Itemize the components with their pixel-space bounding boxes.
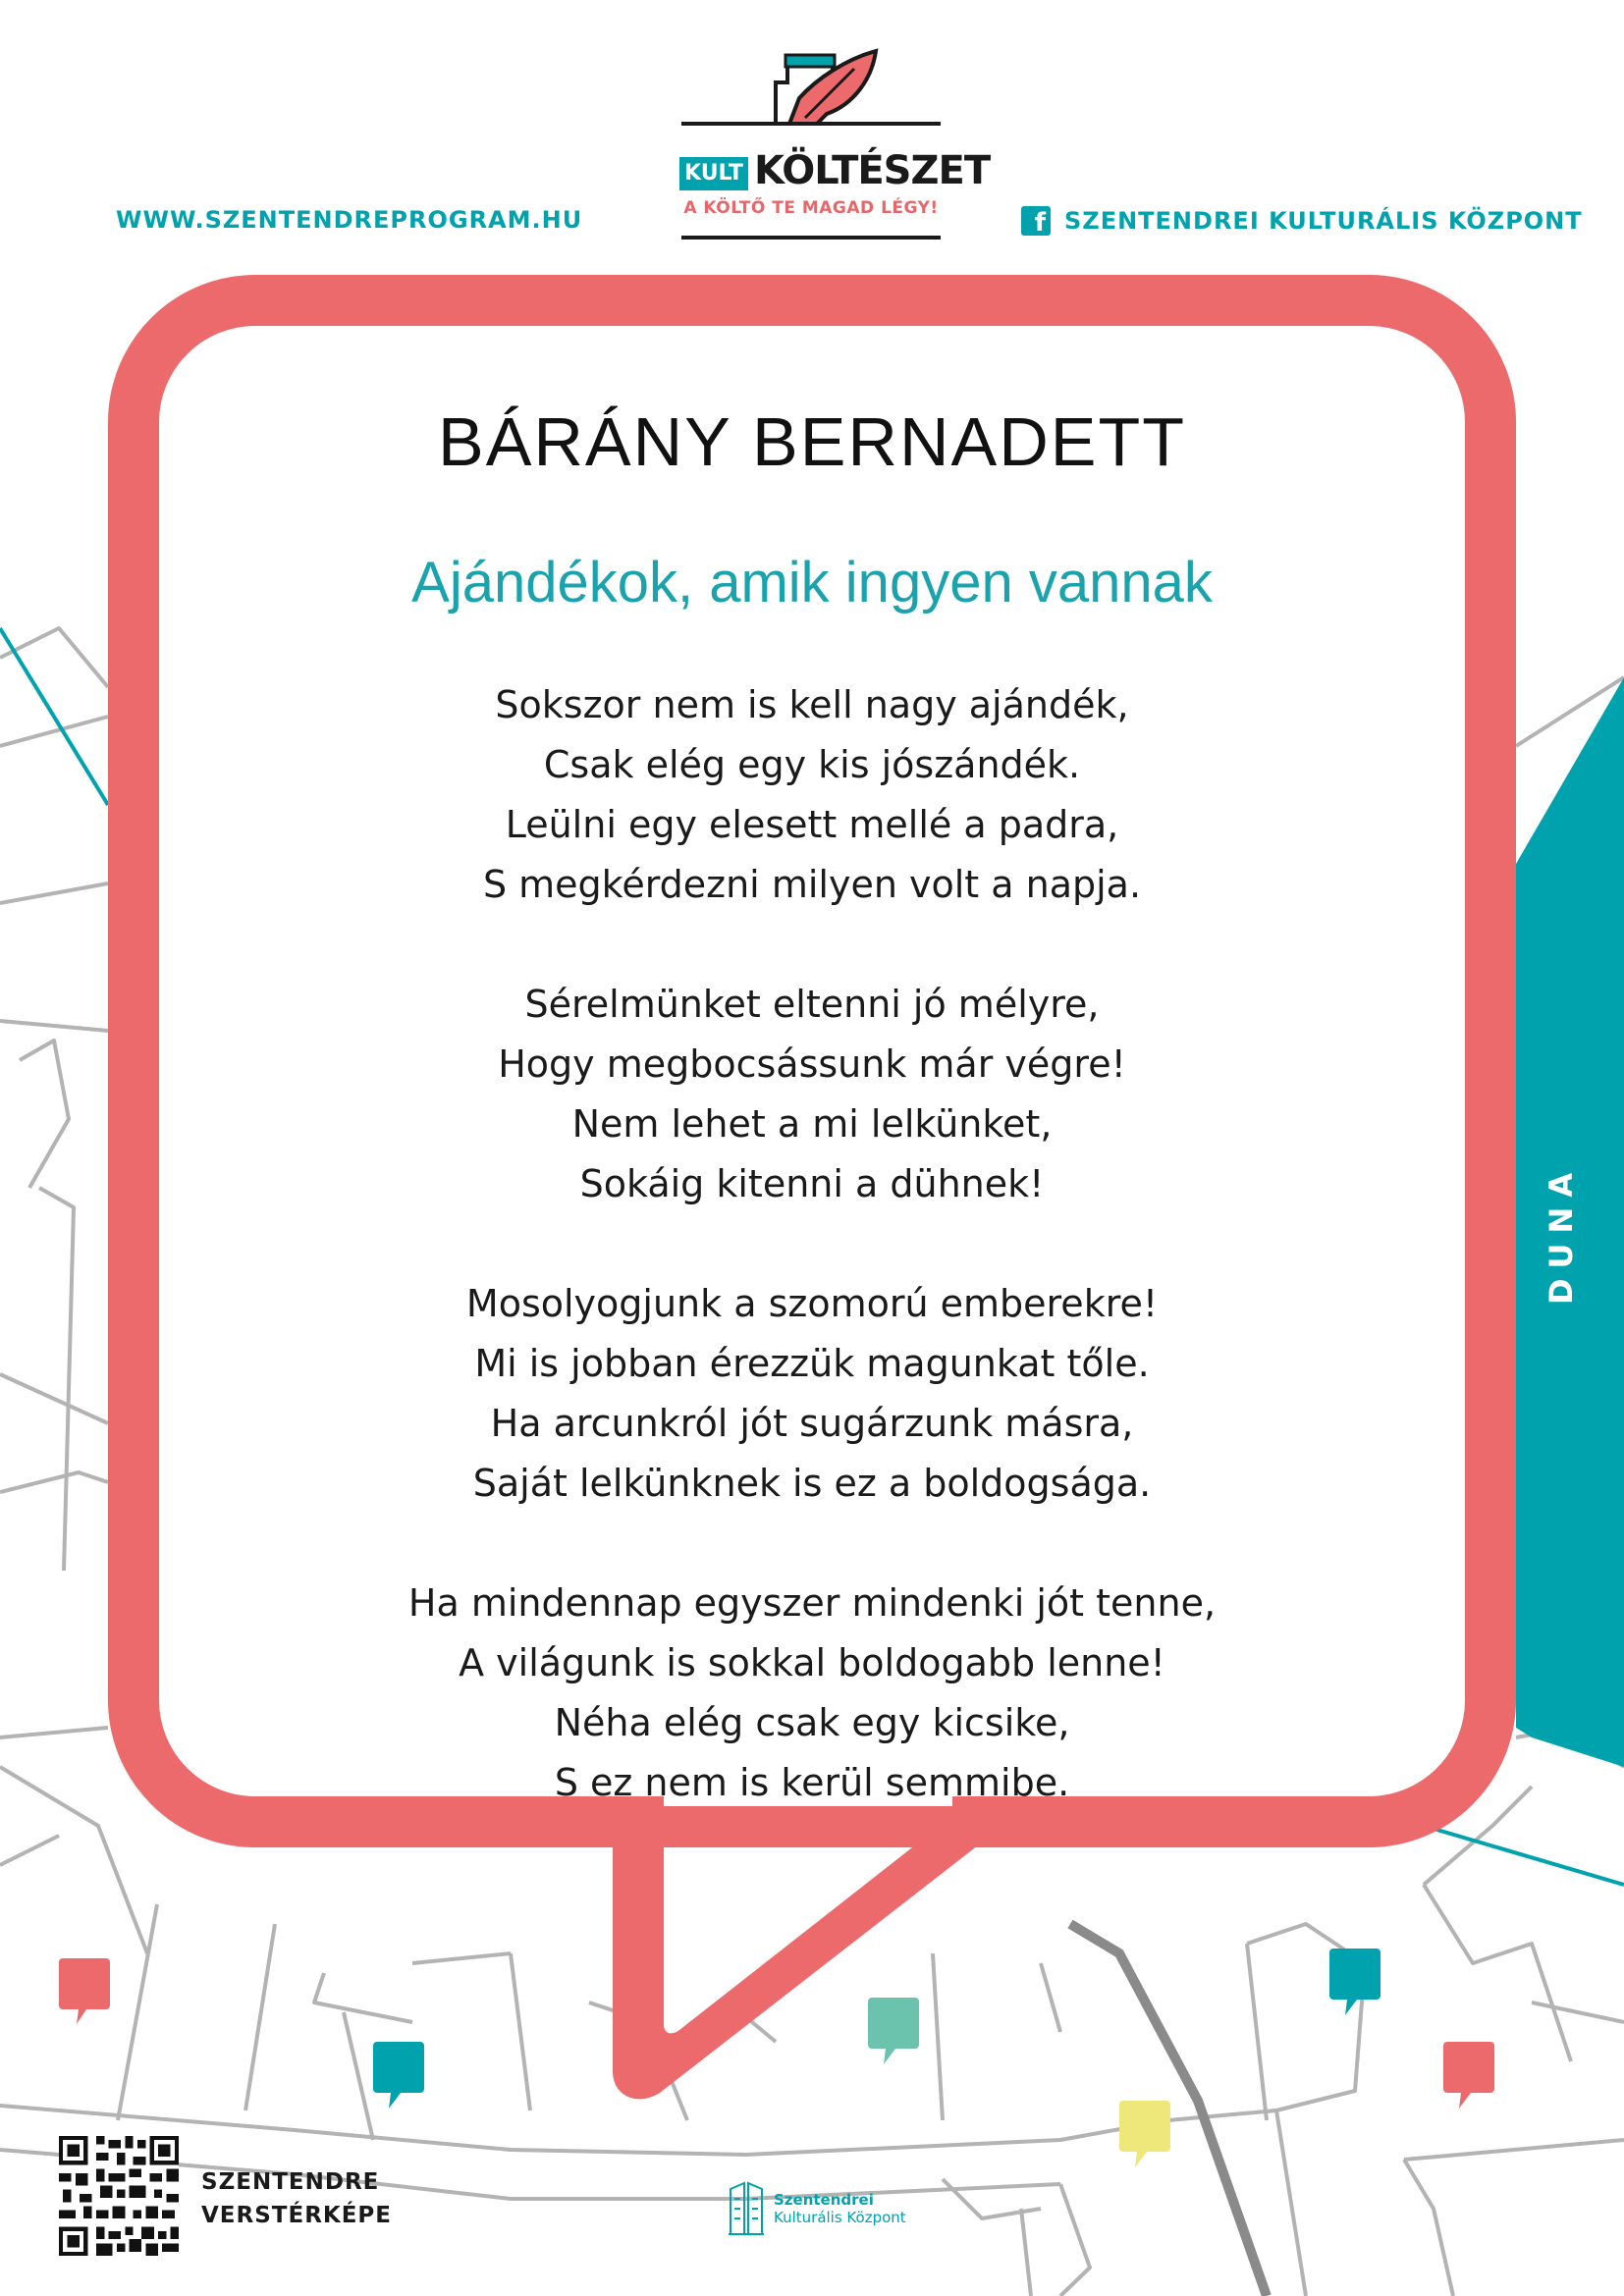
verses-map-title [201,2165,392,2232]
stanza-1 [177,675,1447,915]
website-link[interactable]: WWW.SZENTENDREPROGRAM.HU [116,206,583,234]
poem-line: A világunk is sokkal boldogabb lenne! [459,1641,1165,1684]
poem-line: Csak elég egy kis jószándék. [543,743,1081,786]
poem-line: Saját lelkünknek is ez a boldogsága. [472,1462,1152,1505]
poem-line: Ha arcunkról jót sugárzunk másra, [490,1402,1134,1445]
facebook-link[interactable] [1021,206,1583,236]
poem-line: Sokáig kitenni a dühnek! [579,1162,1045,1205]
poem-line: Ha mindennap egyszer mindenki jót tenne, [407,1581,1217,1625]
logo-underline [681,236,941,240]
cultural-center-building-icon [727,2179,766,2238]
poem-line: Sérelmünket eltenni jó mélyre, [524,983,1100,1026]
facebook-label: SZENTENDREI KULTURÁLIS KÖZPONT [1064,207,1583,235]
cultural-center-logo [727,2179,906,2238]
quill-building-icon [679,39,943,157]
cultural-center-name [774,2191,906,2226]
logo-slogan: A KÖLTŐ TE MAGAD LÉGY! [683,198,939,218]
org-line-2: Kulturális Központ [774,2209,906,2226]
stanza-3 [177,1274,1447,1514]
poem-line: Hogy megbocsássunk már végre! [498,1042,1126,1086]
facebook-icon: f [1021,206,1051,236]
map-pin-red-right [1443,2042,1494,2109]
poem-line: Néha elég csak egy kicsike, [554,1701,1070,1744]
map-pin-red-left [59,1958,110,2024]
poem-line: Mi is jobban érezzük magunkat tőle. [474,1342,1150,1385]
qr-code-icon[interactable] [59,2136,179,2256]
map-pin-teal-right [1329,1949,1380,2015]
org-line-1: Szentendrei [774,2191,874,2209]
map-pin-teal-left [373,2042,424,2109]
poem-line: S megkérdezni milyen volt a napja. [482,863,1142,906]
stanza-4 [177,1574,1447,1813]
kult-kolteszet-logo [679,39,991,247]
poem-line: Mosolyogjunk a szomorú emberekre! [465,1282,1159,1325]
river-label: DUNA [1543,1162,1580,1305]
logo-title: KÖLTÉSZET [754,148,991,193]
poem-title: Ajándékok, amik ingyen vannak [411,551,1213,614]
stanza-2 [177,975,1447,1214]
poem-body [177,675,1447,1813]
map-pin-yellow [1119,2101,1170,2167]
map-title-line-1: SZENTENDRE [201,2169,380,2195]
poem-line: Leülni egy elesett mellé a padra, [505,803,1119,846]
logo-kult-tag: KULT [679,157,748,190]
poem-author: BÁRÁNY BERNADETT [438,403,1186,480]
poem-line: S ez nem is kerül semmibe. [554,1761,1070,1804]
poem-line: Nem lehet a mi lelkünket, [571,1102,1053,1146]
poem-line: Sokszor nem is kell nagy ajándék, [495,683,1129,726]
map-title-line-2: VERSTÉRKÉPE [201,2203,393,2228]
